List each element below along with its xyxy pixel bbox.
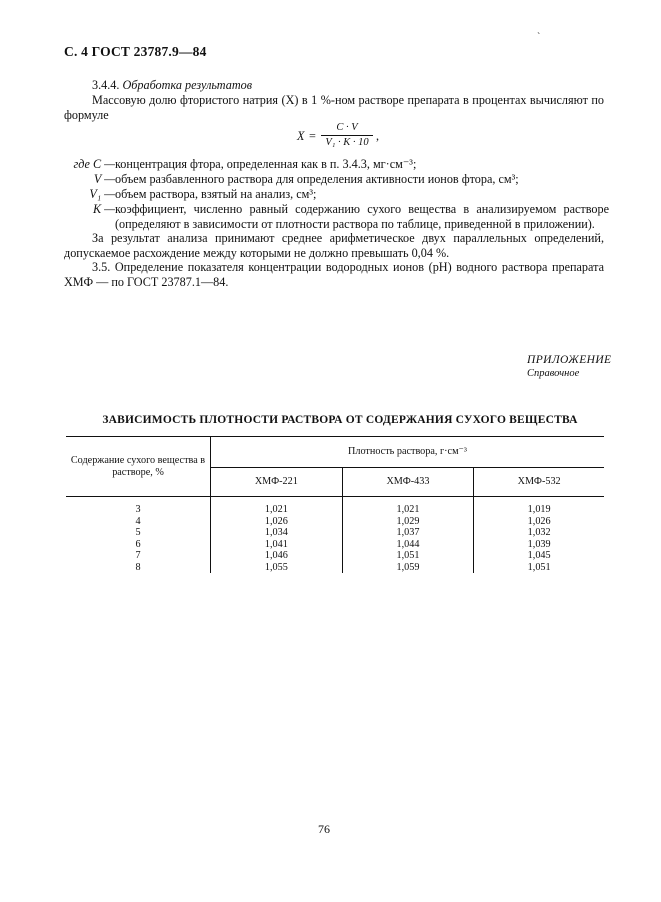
table-cell: 1,044	[342, 539, 474, 551]
definition-text: объем раствора, взятый на анализ, см³;	[115, 187, 317, 201]
table-cell: 1,055	[211, 562, 343, 574]
table-cell: 1,051	[474, 562, 604, 574]
appendix-title: ПРИЛОЖЕНИЕ	[527, 354, 612, 366]
table-cell: 4	[135, 515, 141, 527]
table-title: ЗАВИСИМОСТЬ ПЛОТНОСТИ РАСТВОРА ОТ СОДЕРЖАНИЯ СУХОГО ВЕЩЕСТВА	[102, 414, 578, 426]
definition-text: коэффициент, численно равный содержанию сухого вещества в анализируемом растворе (определяют в зависимости от плотности раствора по таблице, приведенной в приложении).	[115, 202, 609, 231]
corner-mark: ˋ	[537, 32, 541, 43]
section-3-4-4-heading	[92, 78, 604, 93]
column-header-dry-matter: Содержание сухого вещества в растворе, %	[66, 437, 211, 497]
definition-symbol: K —	[92, 202, 115, 216]
formula-numerator: C · V	[321, 122, 373, 136]
table-cell: 5	[135, 527, 141, 538]
table-row	[66, 539, 604, 551]
table-cell: 7	[135, 550, 141, 561]
column-header-hmf-433: ХМФ-433	[342, 468, 474, 497]
section-3-5-paragraph: 3.5. Определение показателя концентрации водородных ионов (pH) водного раствора препарата ХМФ — по ГОСТ 23787.1—84.	[64, 260, 604, 289]
table-cell: 1,046	[211, 550, 343, 562]
table-cell: 1,039	[474, 539, 604, 551]
section-title: Обработка результатов	[122, 78, 253, 92]
table-cell: 1,021	[211, 497, 343, 516]
definition-symbol: где C —	[73, 157, 115, 171]
table-cell: 1,037	[342, 527, 474, 539]
appendix-subtitle: Справочное	[527, 368, 580, 379]
table-cell: 1,034	[211, 527, 343, 539]
column-group-header-density: Плотность раствора, г·см⁻³	[211, 437, 605, 468]
table-cell: 1,029	[342, 516, 474, 528]
table-cell: 1,051	[342, 550, 474, 562]
table-cell: 1,059	[342, 562, 474, 574]
definition-text: объем разбавленного раствора для определения активности ионов фтора, см³;	[115, 172, 519, 186]
table-cell: 1,045	[474, 550, 604, 562]
formula-denominator: V₁ · K · 10	[325, 137, 369, 148]
section-3-4-4-paragraph: Массовую долю фтористого натрия (X) в 1 %-ном растворе препарата в процентах вычисляют по формуле	[64, 93, 604, 122]
table-row	[66, 550, 604, 562]
definition-symbol: V₁ —	[89, 187, 115, 201]
table-cell: 6	[135, 538, 141, 550]
table-row	[66, 562, 604, 574]
table-cell: 8	[135, 561, 141, 573]
table-cell: 1,041	[211, 539, 343, 551]
formula-lhs: X	[297, 129, 305, 143]
formula-equals: =	[309, 129, 316, 143]
result-paragraph: За результат анализа принимают среднее арифметическое двух параллельных определений, допускаемое расхождение между которыми не должно превышать 0,04 %.	[64, 231, 604, 260]
definition-text: концентрация фтора, определенная как в п. 3.4.3, мг·см⁻³;	[115, 157, 417, 171]
table-cell: 1,032	[474, 527, 604, 539]
density-table	[66, 436, 604, 573]
page-header: С. 4 ГОСТ 23787.9—84	[64, 44, 207, 59]
formula-comma: ,	[376, 129, 380, 143]
formula-fraction	[321, 122, 373, 149]
table-cell: 1,026	[474, 516, 604, 528]
page-number: 76	[318, 822, 330, 836]
table-row	[66, 516, 604, 528]
column-header-hmf-532: ХМФ-532	[474, 468, 604, 497]
table-cell: 1,019	[474, 497, 604, 516]
table-cell: 1,021	[342, 497, 474, 516]
table-cell: 3	[135, 504, 141, 515]
column-header-hmf-221: ХМФ-221	[211, 468, 343, 497]
table-row	[66, 527, 604, 539]
table-cell: 1,026	[211, 516, 343, 528]
definition-symbol: V —	[93, 172, 115, 186]
table-row	[66, 497, 604, 516]
section-number: 3.4.4.	[92, 78, 120, 92]
